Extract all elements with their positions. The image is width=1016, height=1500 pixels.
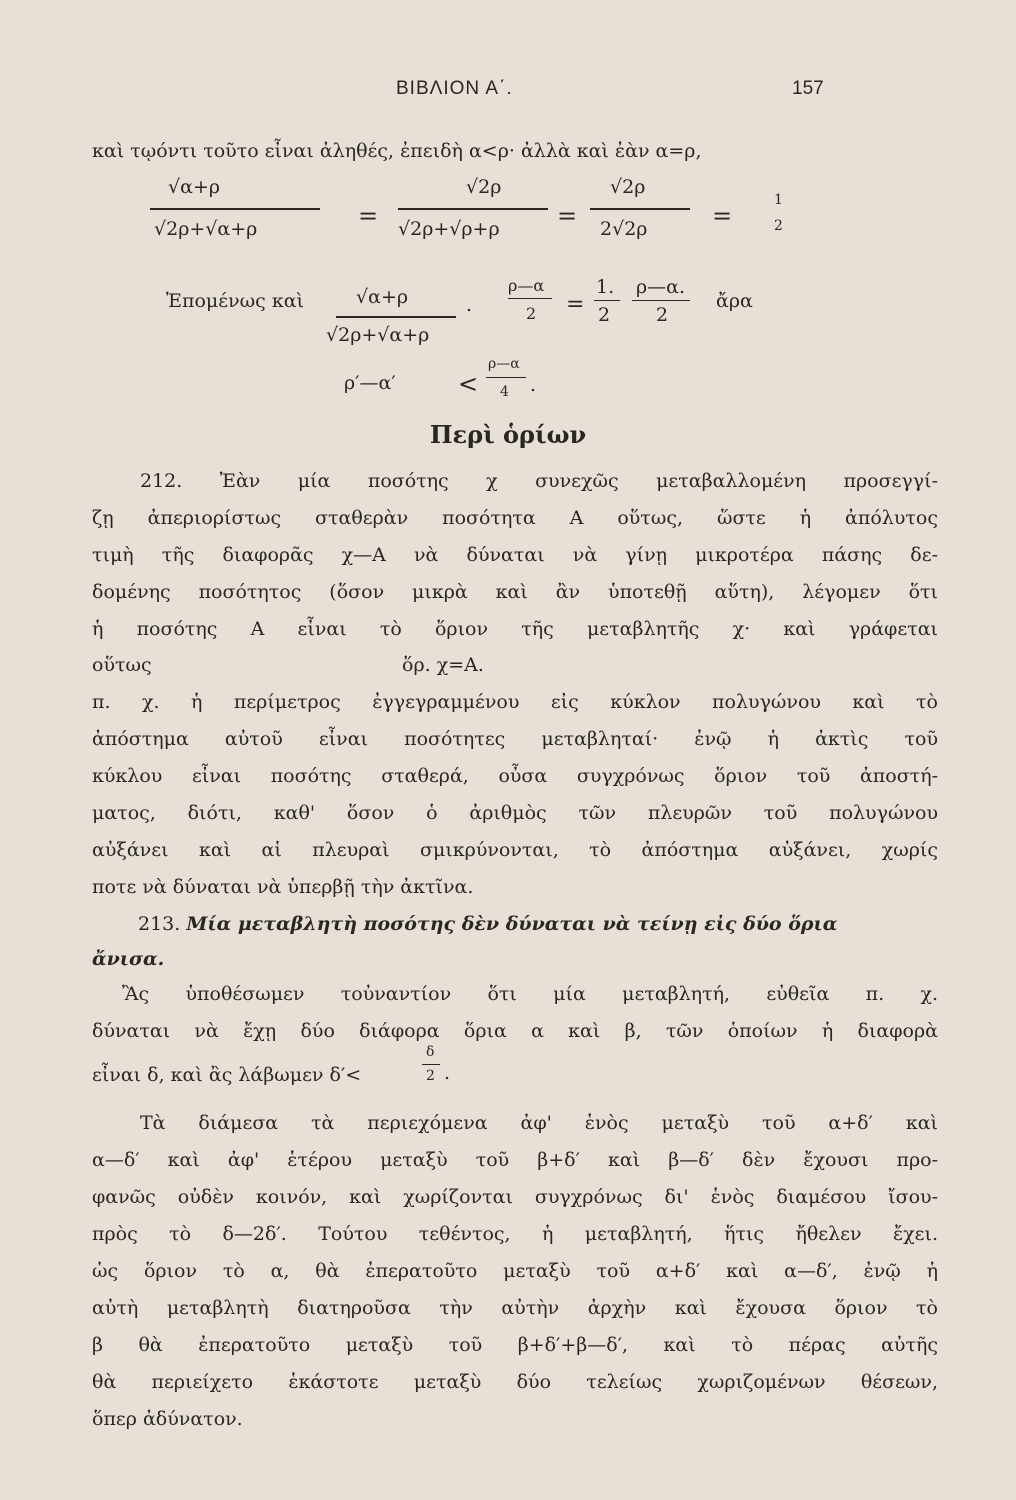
eq3-end: . [530, 374, 537, 396]
eq2-numerator-4: ρ—α. [636, 276, 686, 298]
eq1-numerator-3: √2ρ [610, 176, 646, 198]
eq2-numerator-3: 1. [596, 276, 615, 298]
limit-line [92, 652, 938, 678]
para212b-line-5: αὐξάνει καὶ αἱ πλευραὶ σμικρύνονται, τὸ ἀπόστημα αὐξάνει, χωρίς [92, 839, 938, 861]
eq2-suffix: ἄρα [716, 290, 753, 312]
para212b-line-3: κύκλου εἶναι ποσότης σταθερά, οὖσα συγχρόνως ὅριον τοῦ ἀποστή- [92, 765, 938, 787]
para213-number: 213. [138, 913, 181, 935]
para213b-line-8: θὰ περιείχετο ἑκάστοτε μεταξὺ δύο τελείως χωριζομένων θέσεων, [92, 1371, 938, 1393]
intro-line: καὶ τῳόντι τοῦτο εἶναι ἀληθές, ἐπειδὴ α<ρ· ἀλλὰ καὶ ἐὰν α=ρ, [92, 140, 702, 162]
para213b-line-5: ὡς ὅριον τὸ α, θὰ ἐπερατοῦτο μεταξὺ τοῦ α+δ′ καὶ α—δ′, ἐνῷ ἡ [92, 1260, 938, 1282]
para212-line-5: ἡ ποσότης Α εἶναι τὸ ὅριον τῆς μεταβλητῆς χ· καὶ γράφεται [92, 618, 938, 640]
eq2-fraction-bar-4 [632, 300, 690, 301]
para213b-line-4: πρὸς τὸ δ—2δ′. Τούτου τεθέντος, ἡ μεταβλητή, ἥτις ἤθελεν ἔχει. [92, 1223, 938, 1245]
para213b-line-1: Τὰ διάμεσα τὰ περιεχόμενα ἀφ' ἑνὸς μεταξὺ τοῦ α+δ′ καὶ [140, 1112, 938, 1134]
eq2-fraction-bar-2 [508, 298, 552, 299]
eq1-denominator-1: √2ρ+√α+ρ [154, 218, 258, 240]
para212-line-1: 212. Ἐὰν μία ποσότης χ συνεχῶς μεταβαλλομένη προσεγγί- [140, 470, 938, 492]
eq1-fraction-bar-2 [398, 208, 548, 210]
para213-line-1: Ἂς ὑποθέσωμεν τοὐναντίον ὅτι μία μεταβλητή, εὐθεῖα π. χ. [122, 983, 938, 1005]
eq1-equals-1: = [358, 202, 379, 230]
para212b-line-6: ποτε νὰ δύναται νὰ ὑπερβῇ τὴν ἀκτῖνα. [92, 876, 474, 898]
para213b-line-2: α—δ′ καὶ ἀφ' ἑτέρου μεταξὺ τοῦ β+δ′ καὶ β—δ′ δὲν ἔχουσι προ- [92, 1149, 938, 1171]
eq1-equals-2: = [557, 202, 578, 230]
eq1-denominator-4: 2 [774, 218, 783, 234]
eq2-numerator-1: √α+ρ [356, 286, 409, 308]
para213b-line-3: φανῶς οὐδὲν κοινόν, καὶ χωρίζονται συγχρόνως δι' ἑνὸς διαμέσου ἴσου- [92, 1186, 938, 1208]
eq3-less-than: < [458, 370, 479, 398]
para212b-line-4: ματος, διότι, καθ' ὅσον ὁ ἀριθμὸς τῶν πλευρῶν τοῦ πολυγώνου [92, 802, 938, 824]
eq1-numerator-2: √2ρ [466, 176, 502, 198]
para213-title-cont: ἄνισα. [92, 948, 165, 970]
eq1-fraction-bar-3 [590, 208, 690, 210]
eq2-dot: . [466, 294, 473, 316]
delta-numerator: δ [426, 1044, 435, 1060]
limit-formula: ὅρ. χ=Α. [402, 654, 484, 676]
running-header [0, 74, 1016, 104]
eq2-numerator-2: ρ—α [508, 276, 545, 295]
para213-line-2: δύναται νὰ ἔχῃ δύο διάφορα ὅρια α καὶ β, τῶν ὁποίων ἡ διαφορὰ [92, 1020, 938, 1042]
para212-line-4: δομένης ποσότητος (ὅσον μικρὰ καὶ ἂν ὑποτεθῇ αὕτη), λέγομεν ὅτι [92, 581, 938, 603]
delta-denominator: 2 [426, 1068, 435, 1084]
delta-line-text: εἶναι δ, καὶ ἂς λάβωμεν δ′< [92, 1064, 362, 1086]
delta-end: . [444, 1062, 451, 1084]
para212b-line-2: ἀπόστημα αὐτοῦ εἶναι ποσότητες μεταβληταί· ἐνῷ ἡ ἀκτὶς τοῦ [92, 728, 938, 750]
para212-line-2: ζῃ ἀπεριορίστως σταθερὰν ποσότητα Α οὕτως, ὥστε ἡ ἀπόλυτος [92, 507, 938, 529]
limit-line-left: οὕτως [92, 654, 152, 676]
eq1-numerator-1: √α+ρ [168, 176, 221, 198]
eq2-fraction-bar-3 [594, 300, 620, 301]
eq1-denominator-3: 2√2ρ [600, 218, 648, 240]
delta-fraction-bar [422, 1064, 440, 1065]
eq2-denominator-1: √2ρ+√α+ρ [326, 324, 430, 346]
section-heading: Περὶ ὁρίων [429, 420, 587, 449]
para213b-line-6: αὐτὴ μεταβλητὴ διατηροῦσα τὴν αὐτὴν ἀρχὴν καὶ ἔχουσα ὅριον τὸ [92, 1297, 938, 1319]
para213b-line-9: ὅπερ ἀδύνατον. [92, 1408, 243, 1430]
eq2-denominator-2: 2 [526, 304, 537, 323]
header-title: ΒΙΒΛΙΟΝ Α΄. [396, 78, 513, 99]
page-number: 157 [792, 78, 824, 99]
eq1-equals-3: = [712, 202, 733, 230]
para212-line-3: τιμὴ τῆς διαφορᾶς χ—Α νὰ δύναται νὰ γίνῃ μικροτέρα πάσης δε- [92, 544, 938, 566]
eq2-denominator-3: 2 [598, 304, 611, 326]
eq1-numerator-4: 1 [774, 192, 783, 208]
eq3-fraction-bar [486, 377, 526, 378]
para213b-line-7: β θὰ ἐπερατοῦτο μεταξὺ τοῦ β+δ′+β—δ′, καὶ τὸ πέρας αὐτῆς [92, 1334, 938, 1356]
eq2-denominator-4: 2 [656, 304, 669, 326]
eq3-numerator: ρ—α [488, 356, 520, 372]
eq3-lhs: ρ′—α′ [344, 372, 396, 394]
eq2-fraction-bar-1 [336, 316, 456, 318]
eq1-denominator-2: √2ρ+√ρ+ρ [398, 218, 500, 240]
para213-title-text: Μία μεταβλητὴ ποσότης δὲν δύναται νὰ τείνῃ εἰς δύο ὅρια [186, 913, 838, 935]
para213-title [92, 911, 938, 937]
eq2-prefix: Ἑπομένως καὶ [166, 290, 304, 312]
eq1-fraction-bar-1 [150, 208, 320, 210]
para212b-line-1: π. χ. ἡ περίμετρος ἐγγεγραμμένου εἰς κύκλον πολυγώνου καὶ τὸ [92, 691, 938, 713]
eq3-denominator: 4 [500, 384, 509, 400]
eq2-equals: = [566, 292, 585, 317]
